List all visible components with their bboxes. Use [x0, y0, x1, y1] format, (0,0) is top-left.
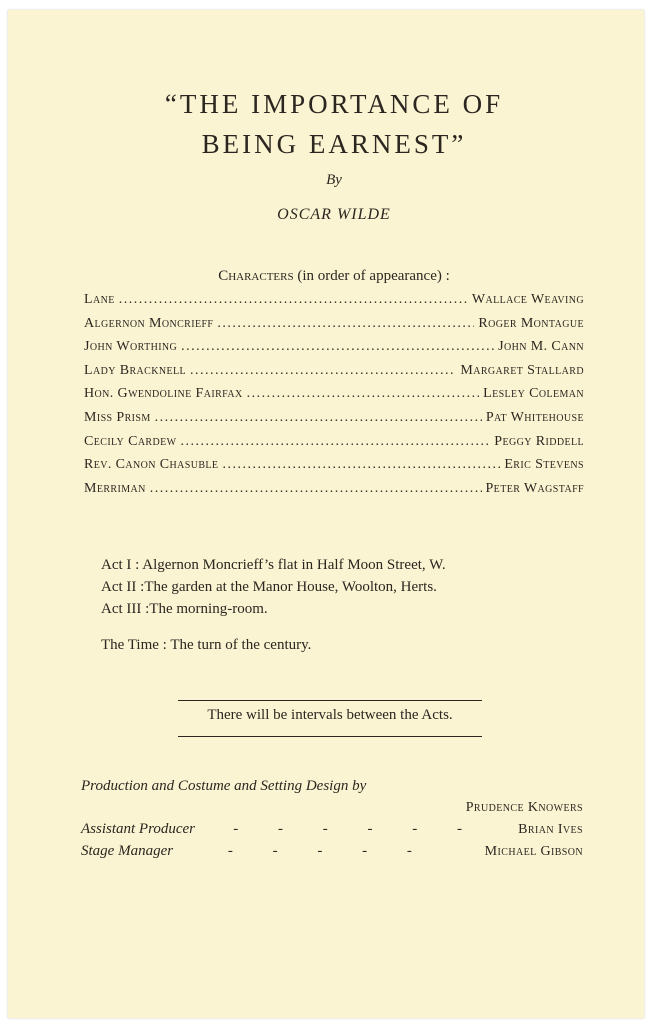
divider-top — [178, 700, 482, 701]
act-3-setting: Act III :The morning-room. — [101, 601, 268, 617]
leader-dots — [180, 434, 490, 450]
cast-row — [84, 316, 584, 340]
leader-dots — [222, 457, 500, 473]
character-name: Cecily Cardew — [84, 433, 177, 449]
leader-dots — [119, 292, 468, 308]
cast-row — [84, 457, 584, 481]
actor-name: Margaret Stallard — [460, 362, 584, 378]
characters-label: Characters — [218, 268, 294, 284]
actor-name: Peter Wagstaff — [485, 480, 584, 496]
cast-row — [84, 410, 584, 434]
actor-name: Wallace Weaving — [471, 292, 584, 307]
cast-row — [84, 339, 584, 363]
act-2-setting: Act II :The garden at the Manor House, Woolton, Herts. — [101, 579, 437, 595]
time-setting: The Time : The turn of the century. — [101, 637, 312, 653]
cast-row — [84, 363, 584, 387]
actor-name: Roger Montague — [478, 315, 584, 331]
leader-dots — [150, 481, 482, 497]
cast-row — [84, 292, 584, 316]
author-name: OSCAR WILDE — [277, 206, 391, 223]
stage-manager-dashes: - - - - - — [227, 843, 430, 859]
credits-block — [81, 778, 583, 860]
intervals-note: There will be intervals between the Acts. — [207, 707, 453, 723]
cast-row — [84, 481, 584, 505]
character-name: Rev. Canon Chasuble — [84, 457, 219, 473]
actor-name: Peggy Riddell — [494, 433, 584, 449]
play-title-line-2: BEING EARNEST” — [201, 129, 467, 159]
play-title-line-1: “THE IMPORTANCE OF — [164, 89, 504, 119]
assistant-producer-dashes: - - - - - - — [233, 821, 480, 837]
leader-dots — [181, 339, 494, 355]
assistant-producer-row — [81, 821, 583, 838]
act-1-setting: Act I : Algernon Moncrieff’s flat in Half Moon Street, W. — [101, 557, 446, 573]
characters-heading — [8, 268, 648, 285]
programme-page — [8, 10, 644, 1018]
actor-name: John M. Cann — [498, 339, 584, 355]
cast-row — [84, 386, 584, 410]
character-name: Lady Bracknell — [84, 362, 186, 378]
actor-name: Eric Stevens — [504, 457, 584, 473]
stage-manager-name: Michael Gibson — [484, 844, 583, 859]
assistant-producer-name: Brian Ives — [518, 822, 583, 837]
character-name: Hon. Gwendoline Fairfax — [84, 386, 243, 402]
acts-list — [101, 554, 446, 620]
stage-manager-label: Stage Manager — [81, 843, 174, 859]
leader-dots — [155, 410, 482, 426]
leader-dots — [217, 316, 474, 332]
by-label: By — [326, 172, 342, 188]
assistant-producer-label: Assistant Producer — [81, 821, 196, 837]
character-name: Merriman — [84, 480, 146, 496]
characters-suffix: (in order of appearance) : — [293, 268, 450, 284]
character-name: Miss Prism — [84, 409, 151, 425]
production-credit-label: Production and Costume and Setting Design by — [81, 778, 367, 794]
character-name: John Worthing — [84, 339, 178, 355]
character-name: Lane — [84, 292, 115, 307]
actor-name: Lesley Coleman — [483, 386, 584, 402]
stage-manager-row — [81, 843, 583, 860]
leader-dots — [247, 386, 480, 402]
production-credit-name: Prudence Knowers — [465, 800, 583, 815]
divider-bottom — [178, 736, 482, 737]
actor-name: Pat Whitehouse — [485, 409, 584, 425]
character-name: Algernon Moncrieff — [84, 315, 214, 331]
cast-row — [84, 434, 584, 458]
cast-list — [84, 292, 584, 504]
leader-dots — [190, 363, 456, 379]
